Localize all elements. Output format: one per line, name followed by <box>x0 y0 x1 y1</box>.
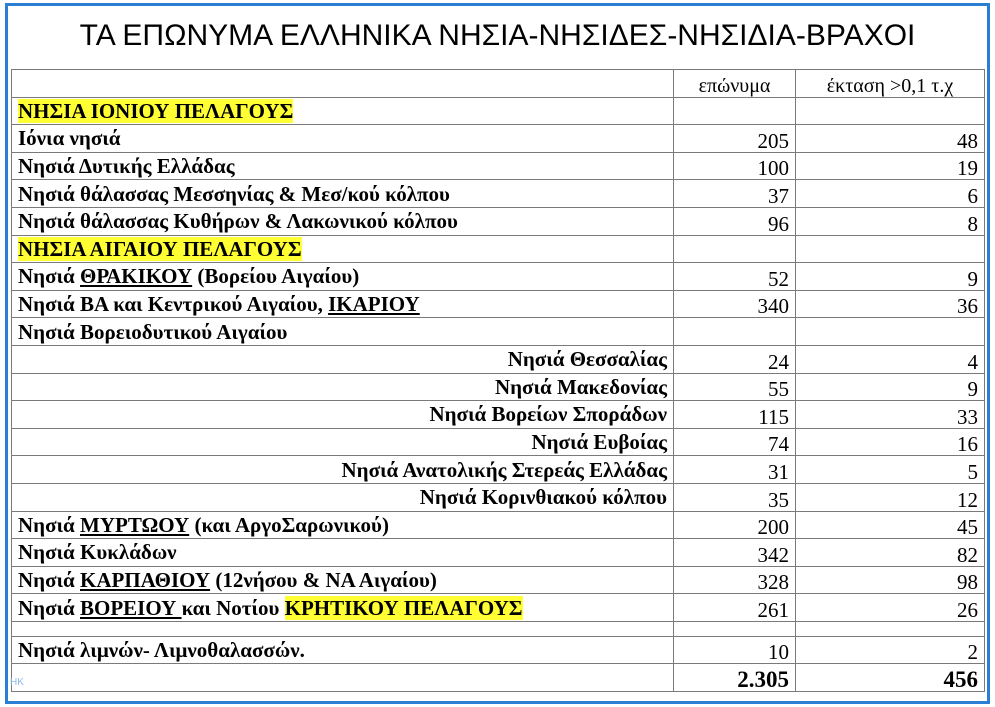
row-area: 2 <box>796 636 985 664</box>
row-label: Νησιά λιμνών- Λιμνοθαλασσών. <box>12 636 674 664</box>
row-area: 82 <box>796 539 985 567</box>
row-area: 16 <box>796 428 985 456</box>
total-named: 2.305 <box>674 664 796 692</box>
table-row <box>12 401 985 429</box>
row-area: 6 <box>796 180 985 208</box>
row-area: 98 <box>796 566 985 594</box>
totals-row <box>12 664 985 692</box>
row-label: Νησιά Κορινθιακού κόλπου <box>12 483 674 511</box>
table-row <box>12 290 985 318</box>
total-area: 456 <box>796 664 985 692</box>
signature-mark: HK <box>10 677 24 688</box>
row-area: 12 <box>796 483 985 511</box>
table-header-row <box>12 70 985 98</box>
table-row <box>12 373 985 401</box>
totals-blank-cell <box>12 664 674 692</box>
subsection-row-nw-aegean <box>12 318 985 346</box>
row-label: Νησιά ΜΥΡΤΩΟΥ (και ΑργοΣαρωνικού) <box>12 511 674 539</box>
row-label: Νησιά ΒΟΡΕΙΟΥ και Νοτίου ΚΡΗΤΙΚΟΥ ΠΕΛΑΓΟΥΣ <box>12 594 674 622</box>
table-row <box>12 456 985 484</box>
table-row <box>12 636 985 664</box>
row-label: Νησιά ΘΡΑΚΙΚΟΥ (Βορείου Αιγαίου) <box>12 263 674 291</box>
table-row <box>12 180 985 208</box>
header-area: έκταση >0,1 τ.χ <box>796 70 985 98</box>
table-row <box>12 511 985 539</box>
table-row <box>12 207 985 235</box>
row-named: 340 <box>674 290 796 318</box>
row-label: Νησιά Ευβοίας <box>12 428 674 456</box>
row-area: 5 <box>796 456 985 484</box>
table-row <box>12 594 985 622</box>
highlight-cretan: ΚΡΗΤΙΚΟΥ ΠΕΛΑΓΟΥΣ <box>284 595 523 620</box>
row-named: 100 <box>674 152 796 180</box>
row-label: Νησιά Βορειοδυτικού Αιγαίου <box>12 318 674 346</box>
row-area: 36 <box>796 290 985 318</box>
row-label: Νησιά Δυτικής Ελλάδας <box>12 152 674 180</box>
table-row <box>12 483 985 511</box>
table-row <box>12 539 985 567</box>
row-named: 261 <box>674 594 796 622</box>
row-named: 342 <box>674 539 796 567</box>
row-named: 31 <box>674 456 796 484</box>
row-named: 328 <box>674 566 796 594</box>
row-label: Νησιά θάλασσας Κυθήρων & Λακωνικού κόλπου <box>12 207 674 235</box>
row-area: 9 <box>796 373 985 401</box>
row-named: 52 <box>674 263 796 291</box>
row-named: 37 <box>674 180 796 208</box>
islands-table <box>11 69 985 692</box>
section-row-ionian <box>12 97 985 125</box>
section-title-ionian: ΝΗΣΙΑ ΙΟΝΙΟΥ ΠΕΛΑΓΟΥΣ <box>18 98 294 123</box>
section-title-aegean: ΝΗΣΙΑ ΑΙΓΑΙΟΥ ΠΕΛΑΓΟΥΣ <box>18 236 302 261</box>
table-row <box>12 125 985 153</box>
page-frame <box>5 3 990 704</box>
row-label: Νησιά Κυκλάδων <box>12 539 674 567</box>
spacer-row <box>12 621 985 636</box>
row-area: 33 <box>796 401 985 429</box>
row-named: 96 <box>674 207 796 235</box>
row-label: Νησιά Ανατολικής Στερεάς Ελλάδας <box>12 456 674 484</box>
row-named: 74 <box>674 428 796 456</box>
row-label: Νησιά ΚΑΡΠΑΘΙΟΥ (12νήσου & ΝΑ Αιγαίου) <box>12 566 674 594</box>
row-label: Νησιά ΒΑ και Κεντρικού Αιγαίου, ΙΚΑΡΙΟΥ <box>12 290 674 318</box>
row-label: Νησιά θάλασσας Μεσσηνίας & Μεσ/κού κόλπου <box>12 180 674 208</box>
row-named: 10 <box>674 636 796 664</box>
page-title: ΤΑ ΕΠΩΝΥΜΑ ΕΛΛΗΝΙΚΑ ΝΗΣΙΑ-ΝΗΣΙΔΕΣ-ΝΗΣΙΔΙΑ-ΒΡΑΧΟΙ <box>79 19 916 52</box>
row-label: Ιόνια νησιά <box>12 125 674 153</box>
table-row <box>12 345 985 373</box>
row-area: 8 <box>796 207 985 235</box>
table-row <box>12 152 985 180</box>
row-named: 205 <box>674 125 796 153</box>
row-area: 48 <box>796 125 985 153</box>
row-named: 35 <box>674 483 796 511</box>
row-area: 45 <box>796 511 985 539</box>
row-named: 200 <box>674 511 796 539</box>
table-row <box>12 263 985 291</box>
section-row-aegean <box>12 235 985 263</box>
row-area: 4 <box>796 345 985 373</box>
row-label: Νησιά Μακεδονίας <box>12 373 674 401</box>
table-row <box>12 428 985 456</box>
row-label: Νησιά Βορείων Σποράδων <box>12 401 674 429</box>
row-label: Νησιά Θεσσαλίας <box>12 345 674 373</box>
row-named: 115 <box>674 401 796 429</box>
row-named: 55 <box>674 373 796 401</box>
row-area: 26 <box>796 594 985 622</box>
table-row <box>12 566 985 594</box>
row-area: 9 <box>796 263 985 291</box>
row-named: 24 <box>674 345 796 373</box>
header-blank-cell <box>12 70 674 98</box>
header-named: επώνυμα <box>674 70 796 98</box>
row-area: 19 <box>796 152 985 180</box>
